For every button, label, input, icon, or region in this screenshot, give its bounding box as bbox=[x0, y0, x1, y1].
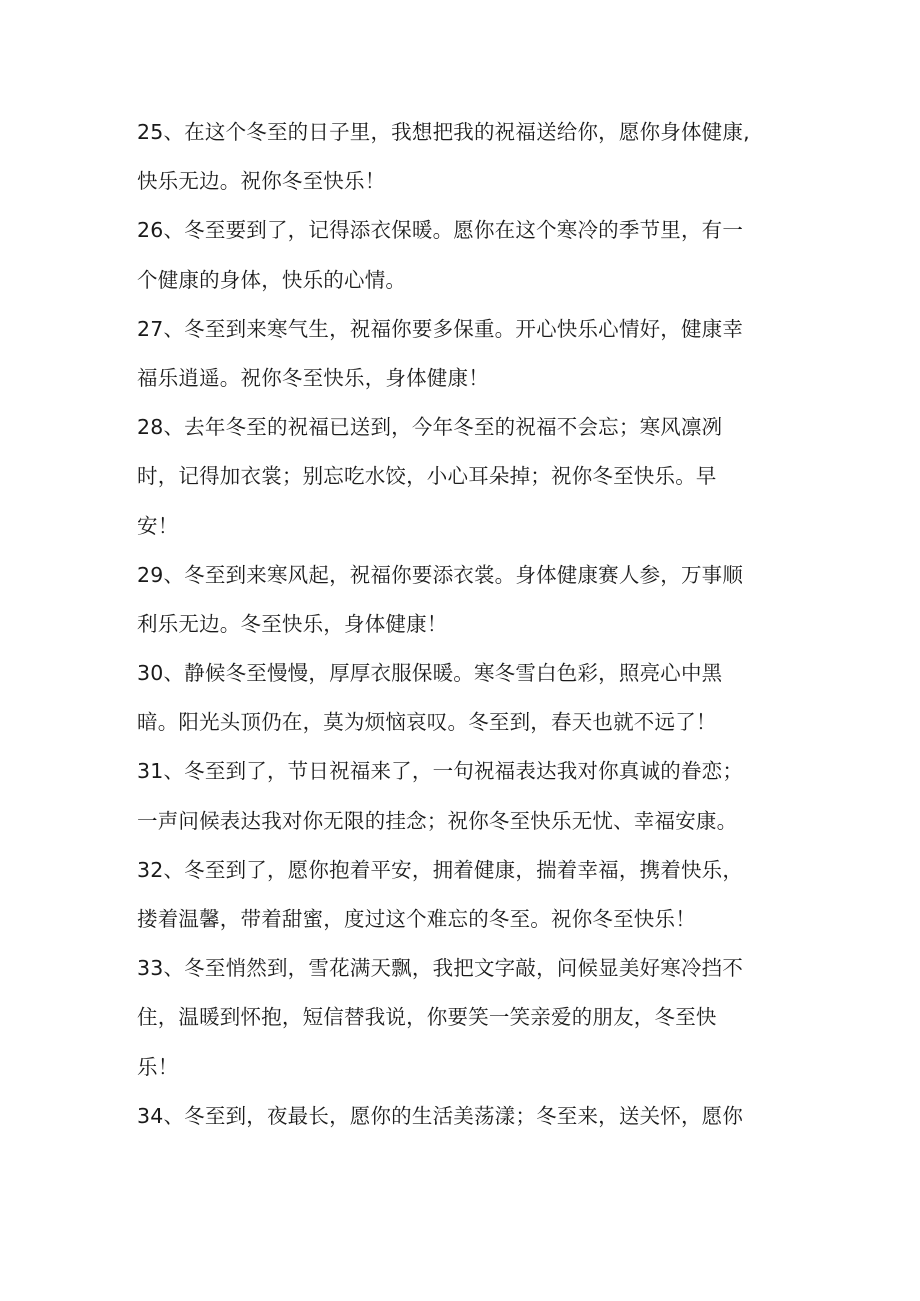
text-line: 26、冬至要到了，记得添衣保暖。愿你在这个寒冷的季节里，有一 bbox=[137, 218, 744, 243]
text-line: 个健康的身体，快乐的心情。 bbox=[137, 267, 407, 292]
text-line: 一声问候表达我对你无限的挂念；祝你冬至快乐无忧、幸福安康。 bbox=[137, 808, 738, 833]
text-line: 乐！ bbox=[137, 1054, 179, 1079]
text-line: 利乐无边。冬至快乐，身体健康！ bbox=[137, 611, 448, 636]
text-line: 快乐无边。祝你冬至快乐！ bbox=[137, 169, 386, 194]
text-line: 27、冬至到来寒气生，祝福你要多保重。开心快乐心情好，健康幸 bbox=[137, 316, 744, 341]
text-line: 暗。阳光头顶仍在，莫为烦恼哀叹。冬至到，春天也就不远了！ bbox=[137, 710, 717, 735]
text-line: 25、在这个冬至的日子里，我想把我的祝福送给你，愿你身体健康, bbox=[137, 120, 750, 144]
text-line: 31、冬至到了，节日祝福来了，一句祝福表达我对你真诚的眷恋； bbox=[137, 759, 744, 784]
text-line: 搂着温馨，带着甜蜜，度过这个难忘的冬至。祝你冬至快乐！ bbox=[137, 907, 696, 931]
text-line: 33、冬至悄然到，雪花满天飘，我把文字敲，问候显美好寒冷挡不 bbox=[137, 956, 744, 981]
text-line: 28、去年冬至的祝福已送到，今年冬至的祝福不会忘；寒风凛冽 bbox=[137, 415, 723, 440]
text-line: 福乐逍遥。祝你冬至快乐，身体健康！ bbox=[137, 365, 489, 390]
document-body bbox=[137, 108, 777, 1141]
text-line: 30、静候冬至慢慢，厚厚衣服保暖。寒冬雪白色彩，照亮心中黑 bbox=[137, 661, 723, 686]
text-line: 住，温暖到怀抱，短信替我说，你要笑一笑亲爱的朋友，冬至快 bbox=[137, 1005, 717, 1030]
text-line: 34、冬至到，夜最长，愿你的生活美荡漾；冬至来，送关怀，愿你 bbox=[137, 1103, 744, 1128]
text-line: 32、冬至到了，愿你抱着平安，拥着健康，揣着幸福，携着快乐， bbox=[137, 857, 744, 882]
text-line: 安！ bbox=[137, 513, 179, 538]
text-line: 29、冬至到来寒风起，祝福你要添衣裳。身体健康赛人参，万事顺 bbox=[137, 562, 744, 587]
text-line: 时，记得加衣裳；别忘吃水饺，小心耳朵掉；祝你冬至快乐。早 bbox=[137, 464, 717, 489]
